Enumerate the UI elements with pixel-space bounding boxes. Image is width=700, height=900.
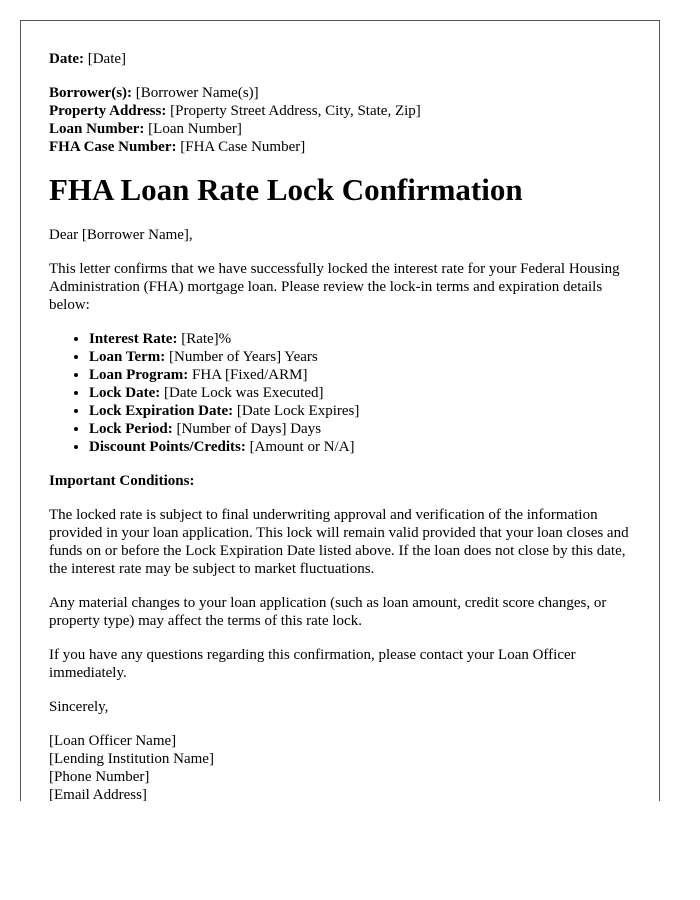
fha-case-number-label: FHA Case Number: [49, 139, 177, 155]
changes-paragraph: Any material changes to your loan application (such as loan amount, credit score changes, or property type) may affect the terms of this rate lock. [49, 595, 607, 629]
property-address-value: [Property Street Address, City, State, Zip] [170, 103, 421, 119]
letter-title: FHA Loan Rate Lock Confirmation [49, 172, 523, 207]
term-label: Loan Program: [89, 367, 189, 383]
salutation: Dear [Borrower Name], [49, 227, 193, 243]
date-section [49, 50, 631, 68]
lock-terms-list [49, 330, 631, 456]
borrower-label: Borrower(s): [49, 85, 133, 101]
date-value: [Date] [87, 51, 127, 67]
term-loan-program [89, 366, 631, 384]
term-value: FHA [Fixed/ARM] [192, 367, 308, 383]
borrower-line [49, 84, 631, 102]
term-value: [Number of Years] Years [169, 349, 318, 365]
signature-email: [Email Address] [49, 787, 147, 801]
closing: Sincerely, [49, 699, 109, 715]
term-label: Loan Term: [89, 349, 166, 365]
term-value: [Rate]% [181, 331, 232, 347]
letter-page [20, 20, 660, 801]
signature-institution: [Lending Institution Name] [49, 751, 214, 767]
conditions-heading [49, 472, 631, 490]
term-label: Discount Points/Credits: [89, 439, 246, 455]
conditions-heading-text: Important Conditions: [49, 473, 195, 489]
term-lock-date [89, 384, 631, 402]
fha-case-number-value: [FHA Case Number] [180, 139, 306, 155]
term-value: [Amount or N/A] [249, 439, 355, 455]
property-address-label: Property Address: [49, 103, 167, 119]
fha-case-number-line [49, 138, 631, 156]
loan-number-line [49, 120, 631, 138]
term-lock-period [89, 420, 631, 438]
loan-number-label: Loan Number: [49, 121, 145, 137]
signature-officer-name: [Loan Officer Name] [49, 733, 177, 749]
loan-details-section [49, 84, 631, 156]
term-value: [Date Lock Expires] [236, 403, 360, 419]
term-loan-term [89, 348, 631, 366]
intro-paragraph: This letter confirms that we have successfully locked the interest rate for your Federal Housing Administration (FHA) mortgage loan. Please review the lock-in terms and expiration details below: [49, 261, 620, 313]
signature-phone: [Phone Number] [49, 769, 150, 785]
loan-number-value: [Loan Number] [148, 121, 242, 137]
questions-paragraph: If you have any questions regarding this confirmation, please contact your Loan Officer immediately. [49, 647, 576, 681]
date-line [49, 50, 631, 68]
date-label: Date: [49, 51, 84, 67]
term-value: [Number of Days] Days [176, 421, 322, 437]
term-lock-expiration-date [89, 402, 631, 420]
term-value: [Date Lock was Executed] [164, 385, 324, 401]
borrower-value: [Borrower Name(s)] [135, 85, 259, 101]
property-address-line [49, 102, 631, 120]
signature-block [49, 732, 631, 801]
term-label: Interest Rate: [89, 331, 178, 347]
term-label: Lock Expiration Date: [89, 403, 234, 419]
term-label: Lock Period: [89, 421, 173, 437]
term-discount-points [89, 438, 631, 456]
term-interest-rate [89, 330, 631, 348]
term-label: Lock Date: [89, 385, 161, 401]
conditions-paragraph: The locked rate is subject to final underwriting approval and verification of the information provided in your loan application. This lock will remain valid provided that your loan closes and funds on or before the Lock Expiration Date listed above. If the loan does not close by this date, the interest rate may be subject to market fluctuations. [49, 507, 629, 577]
